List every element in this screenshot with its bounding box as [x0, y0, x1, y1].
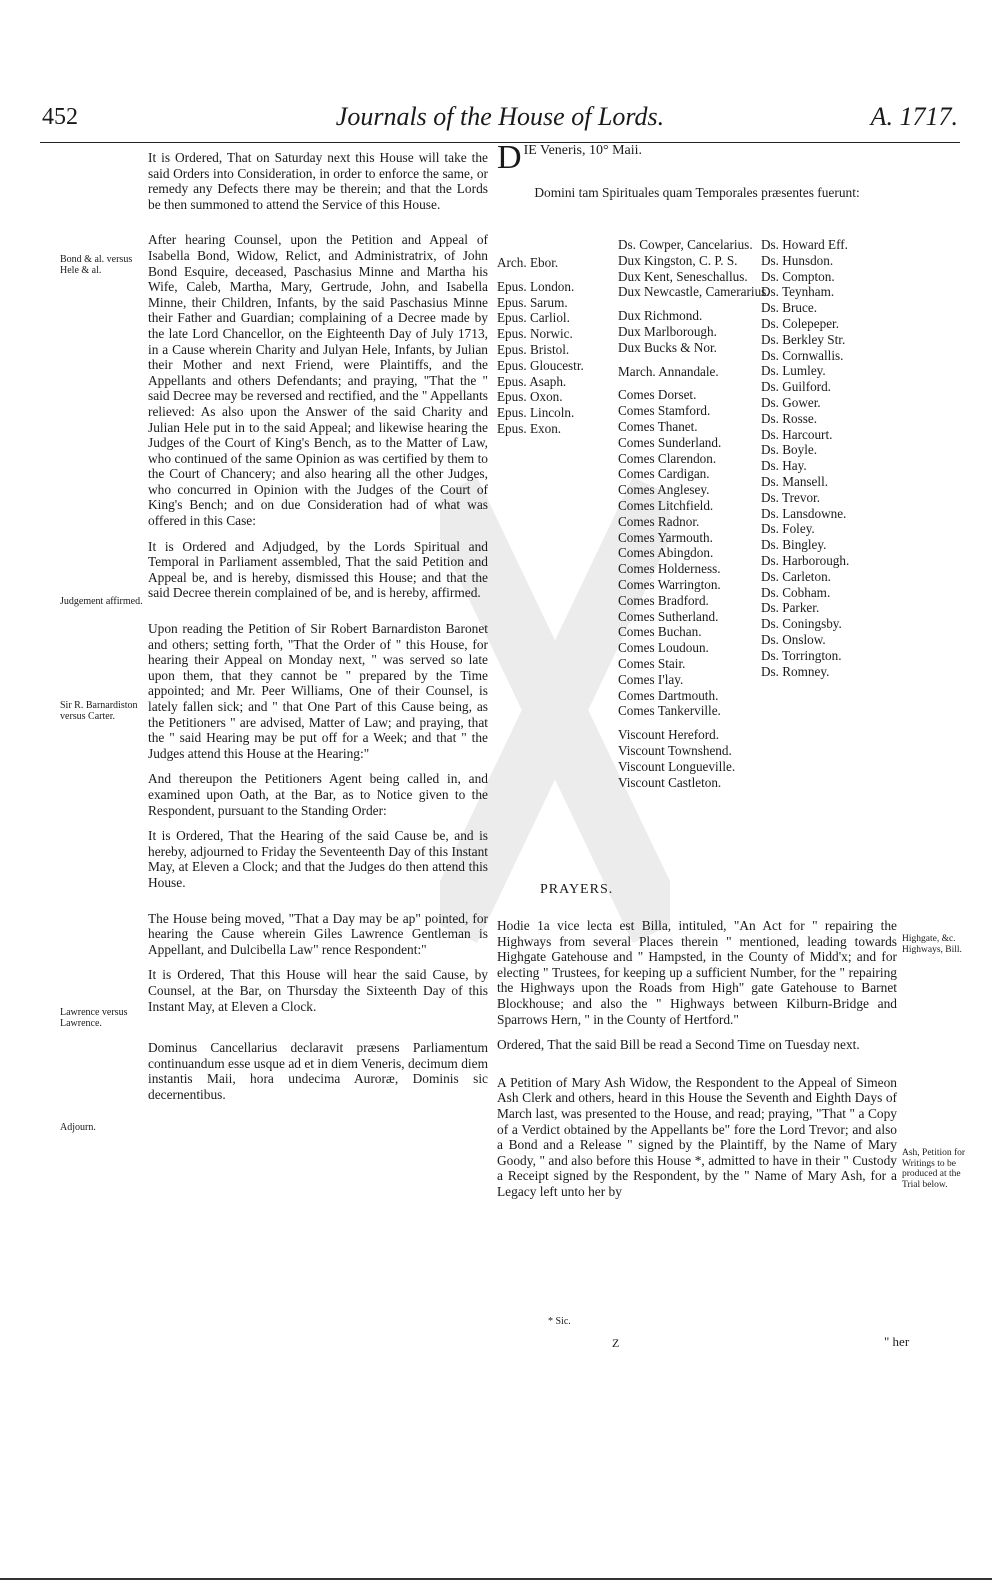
- spiritual-lords-list: [497, 255, 584, 437]
- list-item: Comes Radnor.: [618, 513, 700, 529]
- list-item: March. Annandale.: [618, 363, 719, 379]
- list-item: Dux Richmond.: [618, 308, 703, 324]
- list-item: Ds. Coningsby.: [761, 616, 842, 632]
- list-item: Ds. Compton.: [761, 268, 835, 284]
- list-item: Comes Sutherland.: [618, 608, 719, 624]
- paragraph-lawrence-order: It is Ordered, That this House will hear the said Cause, by Counsel, at the Bar, on Thursday the Sixteenth Day of this Instant May, at Eleven a Clock.: [148, 967, 488, 1014]
- list-item: Ds. Berkley Str.: [761, 331, 846, 347]
- paragraph-barnardiston: Upon reading the Petition of Sir Robert Barnardiston Baronet and others; setting forth, "That the Order of " this House, for hearing their Appeal on Monday next, " was served so late upon them, that they cannot be " prepared by the Time appointed; and Mr. Peer Williams, One of their Counsel, is lately fallen sick; and " that One Part of this Cause being, as the Petitioners " are advised, Matter of Law; and praying, that the " said Hearing may be put off for a Week; and that " the Judges attend this House at the Hearing:": [148, 621, 488, 761]
- list-item: Comes Yarmouth.: [618, 529, 713, 545]
- list-item: Viscount Castleton.: [618, 774, 722, 790]
- list-item: Epus. Norwic.: [497, 326, 573, 342]
- day-heading: [497, 139, 897, 176]
- list-spacer: [618, 356, 770, 364]
- list-spacer: [618, 719, 770, 727]
- list-item: Ds. Teynham.: [761, 284, 835, 300]
- list-item: Comes Abingdon.: [618, 545, 714, 561]
- list-item: Epus. Bristol.: [497, 341, 570, 357]
- paragraph-ash-petition: A Petition of Mary Ash Widow, the Respondent to the Appeal of Simeon Ash Clerk and others, heard in this House the Seventh and Eighth Days of March last, was presented to the House, and read; praying, "That " a Copy of a Verdict obtained by the Appellants be" fore the Lord Trevor; and also a Bond and a Release " signed by the Plaintiff, by the Name of Mary Goody, " and also before this House *, admitted to have in their " Custody a Receipt signed by the Respondent, by the " Name of Mary Ash, for a Legacy left unto her by: [497, 1074, 897, 1199]
- right-text-block: [497, 918, 897, 1210]
- page-edge: [0, 1578, 992, 1580]
- temporal-lords-list-a: [618, 237, 770, 790]
- margin-note-bond: Bond & al. versus Hele & al.: [60, 254, 133, 276]
- list-item: Ds. Foley.: [761, 521, 815, 537]
- list-item: Ds. Guilford.: [761, 379, 831, 395]
- paragraph-adjournment: Dominus Cancellarius declaravit præsens Parliamentum continuandum esse usque ad et in diem Veneris, decimum diem instantis Maii, hora undecima Auroræ, Dominis sic decernentibus.: [148, 1040, 488, 1102]
- signature-mark: Z: [612, 1336, 620, 1350]
- list-item: Ds. Trevor.: [761, 489, 820, 505]
- margin-note-judgement: Judgement affirmed.: [60, 596, 143, 607]
- paragraph-petitioners-agent: And thereupon the Petitioners Agent being called in, and examined upon Oath, at the Bar, as to Notice given to the Respondent, pursuant to the Standing Order:: [148, 771, 488, 818]
- list-item: Comes Sunderland.: [618, 434, 722, 450]
- list-item: Ds. Carleton.: [761, 568, 831, 584]
- page-number: 452: [42, 104, 78, 130]
- list-item: Dux Newcastle, Camerarius.: [618, 284, 770, 300]
- list-item: Comes Dorset.: [618, 387, 697, 403]
- list-item: Ds. Rosse.: [761, 410, 818, 426]
- list-item: Viscount Townshend.: [618, 742, 732, 758]
- list-item: Comes Loudoun.: [618, 640, 709, 656]
- list-item: Comes Bradford.: [618, 592, 709, 608]
- catchword: " her: [884, 1334, 910, 1349]
- list-item: Ds. Colepeper.: [761, 315, 840, 331]
- day-initial: D: [497, 139, 522, 176]
- list-spacer: [618, 379, 770, 387]
- list-item: Comes Warrington.: [618, 576, 721, 592]
- list-spacer: [497, 271, 584, 279]
- list-item: Dux Marlborough.: [618, 323, 717, 339]
- list-item: Ds. Hay.: [761, 458, 807, 474]
- list-item: Ds. Howard Eff.: [761, 237, 848, 252]
- list-item: Epus. Exon.: [497, 420, 562, 436]
- list-item: Comes Holderness.: [618, 561, 721, 577]
- list-item: Dux Kingston, C. P. S.: [618, 252, 738, 268]
- list-item: Comes Dartmouth.: [618, 687, 719, 703]
- list-item: Epus. Oxon.: [497, 389, 563, 405]
- list-item: Ds. Parker.: [761, 600, 820, 616]
- list-item: Epus. Lincoln.: [497, 405, 575, 421]
- list-item: Ds. Harcourt.: [761, 426, 833, 442]
- prayers-heading: PRAYERS.: [540, 882, 614, 897]
- list-item: Comes Stair.: [618, 655, 686, 671]
- margin-note-barnardiston: Sir R. Barnardiston versus Carter.: [60, 700, 138, 722]
- list-item: Arch. Ebor.: [497, 255, 559, 270]
- margin-note-adjourn: Adjourn.: [60, 1122, 96, 1133]
- paragraph-judgement: It is Ordered and Adjudged, by the Lords Spiritual and Temporal in Parliament assembled, That the said Petition and Appeal be, and is hereby, dismissed this House; and that the said Decree therein complained of be, and is hereby, affirmed.: [148, 538, 488, 601]
- list-item: Epus. Asaph.: [497, 373, 567, 389]
- list-item: Ds. Gower.: [761, 394, 821, 410]
- list-item: Epus. London.: [497, 278, 575, 294]
- list-item: Ds. Bruce.: [761, 300, 818, 316]
- paragraph-orders: It is Ordered, That on Saturday next this House will take the said Orders into Consideration, in order to enforce the same, or remedy any Defects there may be therein; and that the Lords be then summoned to attend the Service of this House.: [148, 150, 488, 212]
- list-item: Ds. Cowper, Cancelarius.: [618, 237, 753, 252]
- list-item: Ds. Onslow.: [761, 631, 826, 647]
- list-item: Epus. Sarum.: [497, 294, 568, 310]
- list-item: Ds. Lansdowne.: [761, 505, 847, 521]
- list-item: Comes Cardigan.: [618, 466, 710, 482]
- paragraph-lawrence-motion: The House being moved, "That a Day may be ap" pointed, for hearing the Cause wherein Giles Lawrence Gentleman is Appellant, and Dulcibella Law" rence Respondent:": [148, 910, 488, 957]
- list-item: Comes Litchfield.: [618, 497, 714, 513]
- list-item: Ds. Cornwallis.: [761, 347, 844, 363]
- list-item: Epus. Gloucestr.: [497, 357, 584, 373]
- list-item: Viscount Hereford.: [618, 727, 720, 743]
- temporal-lords-list-b: [761, 237, 849, 679]
- list-item: Ds. Harborough.: [761, 552, 850, 568]
- list-item: Comes Tankerville.: [618, 703, 721, 719]
- list-item: Ds. Mansell.: [761, 473, 829, 489]
- right-column-header: [497, 139, 897, 200]
- list-item: Ds. Torrington.: [761, 647, 842, 663]
- paragraph-hearing-adjourned: It is Ordered, That the Hearing of the said Cause be, and is hereby, adjourned to Friday the Seventeenth Day of this Instant May, at Eleven a Clock; and that the Judges do then attend this House.: [148, 828, 488, 890]
- list-item: Viscount Longueville.: [618, 758, 736, 774]
- list-item: Ds. Lumley.: [761, 363, 826, 379]
- footnote: * Sic.: [548, 1316, 571, 1327]
- list-item: Dux Bucks & Nor.: [618, 339, 717, 355]
- lords-present: Domini tam Spirituales quam Temporales præsentes fuerunt:: [534, 185, 860, 200]
- year: A. 1717.: [870, 102, 958, 131]
- paragraph-highgate-bill: Hodie 1a vice lecta est Billa, intituled, "An Act for " repairing the Highways from several Places therein " mentioned, leading towards Highgate Gatehouse and " Hampsted, in the County of Midd'x; and for electing " Trustees, for keeping up a sufficient Number, for the " repairing the Highways upon the Roads from High" gate Gatehouse to Barnet Blockhouse; and also the " Highways between Kilburn-Bridge and Sparrows Hern, " in the County of Hertford.": [497, 918, 897, 1027]
- page-header: [40, 102, 960, 143]
- list-spacer: [618, 300, 770, 308]
- paragraph-bond-appeal: After hearing Counsel, upon the Petition and Appeal of Isabella Bond, Widow, Relict, and Administratrix, of John Bond Esquire, deceased, Paschasius Minne and Martha his Wife, Caleb, Martha, Mary, Gertrude, John, and Isabella Minne, their Children, Infants, by the said Paschasius Minne their Father and Guardian; complaining of a Decree made by the late Lord Chancellor, on the Eighteenth Day of July 1713, in a Cause wherein Charity and Julyan Hele, Infants, by Julian their Mother and next Friend, were Plaintiffs, and the Appellants and others Defendants; and praying, "That the " said Decree may be reversed and rectified, and the " Appellants relieved: As also upon the Answer of the said Charity and Julian Hele put in to the said Appeal; and likewise hearing the Judges of the Court of King's Bench, as to the Matter of Law, who continued of the same Opinion as was certified by them to the Court of Chancery; and also hearing all the other Judges, who concurred in Opinion with the Judges of the Court of King's Bench; and on due Consideration had of what was offered in this Case:: [148, 232, 488, 529]
- day-heading-text: IE Veneris, 10° Maii.: [523, 143, 643, 158]
- list-item: Ds. Romney.: [761, 663, 830, 679]
- margin-note-lawrence: Lawrence versus Lawrence.: [60, 1007, 128, 1029]
- list-item: Comes Stamford.: [618, 403, 711, 419]
- list-item: Comes I'lay.: [618, 671, 684, 687]
- list-item: Comes Buchan.: [618, 624, 702, 640]
- list-item: Ds. Cobham.: [761, 584, 831, 600]
- list-item: Dux Kent, Seneschallus.: [618, 268, 748, 284]
- margin-note-ash: Ash, Petition for Writings to be produced at the Trial below.: [902, 1148, 966, 1190]
- running-title: Journals of the House of Lords.: [335, 102, 665, 131]
- list-item: Comes Clarendon.: [618, 450, 717, 466]
- paragraph-second-reading: Ordered, That the said Bill be read a Second Time on Tuesday next.: [497, 1037, 860, 1053]
- margin-note-highgate: Highgate, &c. Highways, Bill.: [902, 934, 962, 955]
- list-item: Comes Anglesey.: [618, 482, 710, 498]
- list-item: Ds. Bingley.: [761, 537, 827, 553]
- left-column: [148, 150, 488, 1112]
- list-item: Comes Thanet.: [618, 418, 698, 434]
- list-item: Ds. Boyle.: [761, 442, 818, 458]
- list-item: Epus. Carliol.: [497, 310, 570, 326]
- list-item: Ds. Hunsdon.: [761, 252, 834, 268]
